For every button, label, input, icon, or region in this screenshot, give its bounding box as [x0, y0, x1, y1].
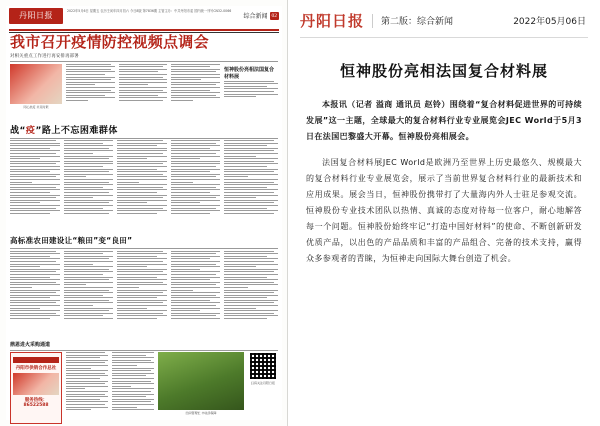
scan-mid-col-2: [64, 140, 114, 232]
brand-name: 丹阳日报: [300, 12, 365, 30]
scan-low-col-4: [171, 251, 221, 339]
scan-low-col-1: [10, 251, 60, 339]
scan-page-number: 02: [271, 12, 277, 19]
scan-right-teaser: [224, 64, 278, 120]
scan-col-3: [171, 64, 220, 120]
scan-bottom-col-1: [66, 352, 108, 424]
ad-line-2: 服务热线：86522588: [23, 398, 49, 409]
scan-secondary-rule: [10, 138, 278, 139]
scan-photo-red-wrap: [10, 64, 62, 120]
scan-mid-col-3: [117, 140, 167, 232]
scan-third-block: [6, 235, 282, 249]
brand[interactable]: [300, 10, 364, 31]
scan-section-indicator: [243, 8, 279, 20]
scan-ad-headline: 鼎恩进火采购通道: [10, 341, 51, 348]
scan-section-name: 综合新闻: [243, 14, 268, 20]
scan-bottom-rule: [10, 350, 278, 351]
scan-top-columns: [6, 64, 282, 120]
ad-image: [13, 373, 59, 395]
scan-secondary-red: 疫: [25, 125, 36, 136]
newspaper-scan[interactable]: [0, 0, 288, 426]
scan-secondary-pre: 战“: [10, 125, 26, 136]
qr-code-icon[interactable]: [249, 352, 277, 380]
article-panel: [288, 0, 600, 426]
newspaper-scan-page: [6, 6, 282, 420]
scan-mid-col-1: [10, 140, 60, 232]
scan-lead-subhead: 对相关重点工作进行再安排再部署: [10, 54, 79, 60]
scan-rule-thick: [9, 29, 279, 31]
scan-secondary-headline: [10, 123, 278, 136]
scan-right-teaser-title: 恒神股份亮相法国复合材料展: [224, 66, 275, 80]
article-header-rule: [300, 37, 588, 38]
scan-mid-columns: [6, 140, 282, 232]
scan-secondary-post: ”路上不忘困难群体: [35, 125, 118, 136]
scan-qr-wrap[interactable]: [248, 352, 278, 424]
scan-bottom-title-block: [6, 341, 282, 351]
scan-secondary-block: [6, 123, 282, 139]
photo-red-caption: 同心抗疫 共克时艰: [23, 104, 49, 109]
scan-third-rule: [10, 248, 278, 249]
scan-right-teaser-text: [224, 81, 278, 98]
scan-masthead-meta: 2022年5月6日 星期五 农历壬寅年四月初六 今日8版 第7836期 主管主办：中共丹阳市委 国内统一刊号CN32-0066: [67, 9, 232, 13]
article-paragraph-1: 本报讯（记者 溢商 通讯员 赵铃）围绕着“复合材料促进世界的可持续发展”这一主题，全球最大的复合材料行业专业展览会JEC World于5月3日在法国巴黎盛大开幕。恒神股份亮相展会。: [306, 100, 582, 141]
photo-green: [158, 352, 244, 410]
advertisement[interactable]: [10, 352, 62, 424]
article-header: [288, 0, 600, 37]
scan-mid-col-4: [171, 140, 221, 232]
header-divider: [372, 14, 373, 28]
qr-caption: 扫码关注丹阳日报: [250, 381, 275, 386]
scan-col-2: [119, 64, 168, 120]
article-section-label: 第二版：综合新闻: [381, 17, 454, 27]
scan-low-col-2: [64, 251, 114, 339]
ad-line-1: 丹阳市供销合作总社: [15, 366, 57, 372]
article-body: [306, 97, 582, 267]
scan-rule-thin: [9, 32, 279, 33]
scan-photo-green-wrap: [158, 352, 244, 424]
scan-lead-rule: [10, 61, 278, 62]
scan-bottom-col-2: [112, 352, 154, 424]
scan-ad-block[interactable]: [10, 352, 62, 424]
scan-col-1: [66, 64, 115, 120]
scan-bottom-columns: [6, 352, 282, 424]
article-title: 恒神股份亮相法国复合材料展: [339, 62, 548, 80]
scan-low-col-3: [117, 251, 167, 339]
scan-lower-columns: [6, 251, 282, 339]
scan-masthead: [6, 6, 282, 28]
scan-masthead-logo: 丹阳日报: [9, 8, 63, 24]
scan-third-headline: 高标准农田建设让“粮田”变“良田”: [10, 236, 133, 246]
scan-lead-headline: 我市召开疫情防控视频点调会: [10, 33, 209, 52]
scan-lead-block: [6, 34, 282, 62]
photo-red: [10, 64, 62, 104]
article-paragraph-2: 法国复合材料展JEC World是欧洲乃至世界上历史最悠久、规模最大的复合材料行业专业展览会，展示了当前世界复合材料行业的最新技术和应用成果。展会当日，恒神股份携带打了大量海内外人士驻足参观交流。恒神股份专业技术团队以热情、真诚的态度对待每一位客户，耐心地解答每一个问题。恒神股份始终牢记“打造中国好材料”的使命、不断创新研发优质产品，以出色的产品品质和丰富的产品组合、完备的技术支持，赢得众多参观者的青睐，为恒神走向国际大舞台创造了机会。: [306, 158, 582, 263]
ad-strip: [13, 357, 59, 363]
article-date: 2022年05月06日: [513, 17, 586, 27]
photo-green-caption: 田间管理忙 丰收添保障: [185, 411, 217, 416]
scan-low-col-5: [224, 251, 278, 339]
scan-mid-col-5: [224, 140, 278, 232]
